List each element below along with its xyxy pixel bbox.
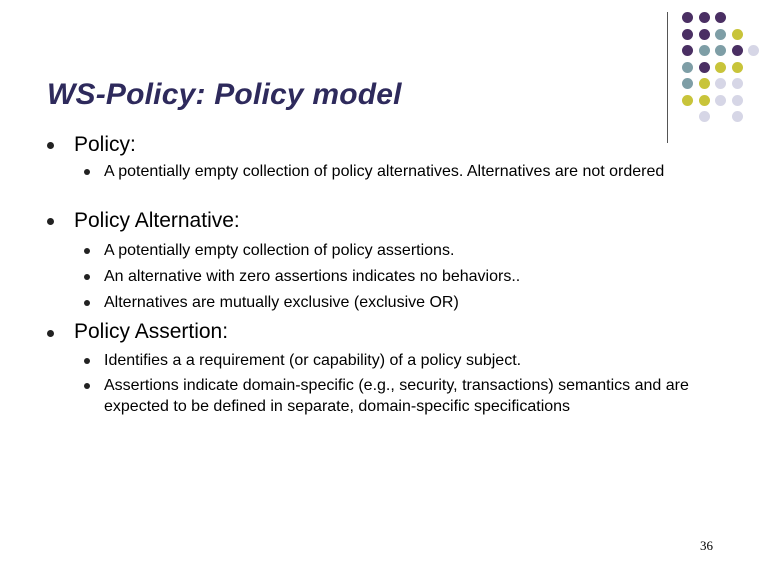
bullet-icon bbox=[84, 358, 90, 364]
decorative-dot bbox=[732, 78, 743, 89]
decorative-dot bbox=[732, 111, 743, 122]
decorative-dot bbox=[715, 45, 726, 56]
item-policy-label: Policy: bbox=[74, 133, 136, 156]
bullet-icon bbox=[47, 142, 54, 149]
item-policy-alternative-sub-2: An alternative with zero assertions indicates no behaviors.. bbox=[104, 268, 521, 285]
decorative-dot bbox=[682, 29, 693, 40]
decorative-dot bbox=[748, 45, 759, 56]
decorative-dot bbox=[682, 78, 693, 89]
decorative-dot bbox=[682, 45, 693, 56]
bullet-icon bbox=[84, 300, 90, 306]
decorative-dot bbox=[699, 78, 710, 89]
decorative-dot bbox=[699, 95, 710, 106]
item-policy-alternative-sub-3: Alternatives are mutually exclusive (exclusive OR) bbox=[104, 294, 459, 311]
decorative-dot bbox=[699, 111, 710, 122]
decorative-dot bbox=[715, 29, 726, 40]
decorative-dot bbox=[699, 45, 710, 56]
decorative-dot bbox=[699, 62, 710, 73]
bullet-icon bbox=[84, 169, 90, 175]
decorative-dot bbox=[682, 12, 693, 23]
bullet-icon bbox=[84, 383, 90, 389]
item-policy-assertion-label: Policy Assertion: bbox=[74, 320, 229, 343]
decorative-dot bbox=[732, 95, 743, 106]
decorative-dot bbox=[699, 12, 710, 23]
decorative-dot bbox=[715, 12, 726, 23]
page-number: 36 bbox=[700, 538, 713, 553]
item-policy-sub-1: A potentially empty collection of policy alternatives. Alternatives are not ordered bbox=[104, 163, 665, 180]
slide-title: WS-Policy: Policy model bbox=[47, 78, 402, 111]
decorative-dot bbox=[732, 29, 743, 40]
item-policy-assertion-sub-2: Assertions indicate domain-specific (e.g., security, transactions) semantics and are expected to be defined in separate, domain-specific specifications bbox=[104, 377, 689, 415]
item-policy-alternative-sub-1: A potentially empty collection of policy assertions. bbox=[104, 242, 455, 259]
bullet-icon bbox=[47, 330, 54, 337]
decorative-dot bbox=[682, 95, 693, 106]
decorative-dot bbox=[732, 62, 743, 73]
decorative-dot bbox=[732, 45, 743, 56]
item-policy-alternative-label: Policy Alternative: bbox=[74, 209, 240, 232]
decorative-dot bbox=[715, 95, 726, 106]
decorative-dot bbox=[715, 62, 726, 73]
decorative-dot bbox=[715, 78, 726, 89]
item-policy-assertion-sub-1: Identifies a a requirement (or capability) of a policy subject. bbox=[104, 352, 522, 369]
bullet-icon bbox=[47, 218, 54, 225]
decorative-dot bbox=[682, 62, 693, 73]
decorative-dot bbox=[699, 29, 710, 40]
bullet-icon bbox=[84, 274, 90, 280]
bullet-icon bbox=[84, 248, 90, 254]
